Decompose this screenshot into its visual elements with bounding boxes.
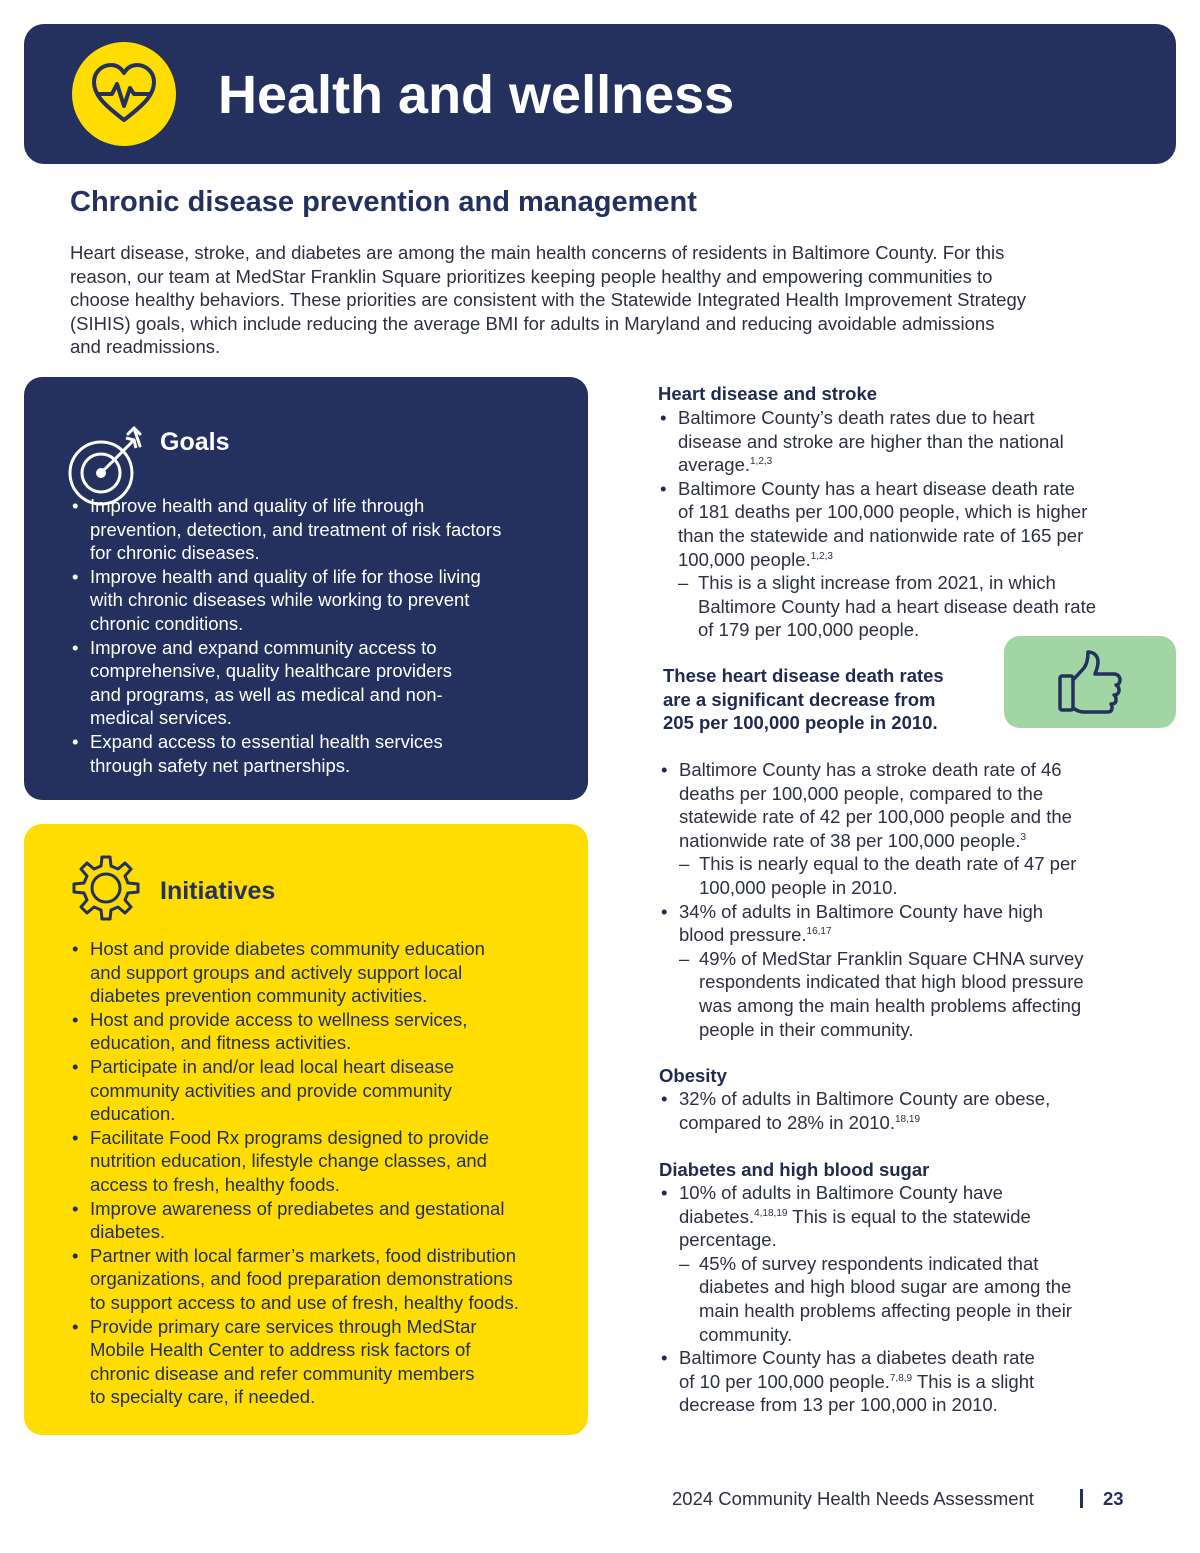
stroke-bullets [659, 758, 1084, 1041]
list-item-line: • Improve health and quality of life for those living [90, 565, 481, 587]
footnote-ref: 16,17 [806, 926, 832, 938]
obesity-heading: Obesity [659, 1065, 727, 1086]
list-item-line: • 10% of adults in Baltimore County have [679, 1182, 1003, 1203]
list-item [70, 1197, 519, 1244]
obesity-bullets [659, 1087, 1050, 1134]
text-run: blood pressure. [679, 924, 807, 946]
list-item-line [679, 1370, 1072, 1394]
list-item [70, 494, 501, 565]
list-item [70, 1055, 519, 1126]
list-item-line: percentage. [679, 1229, 777, 1251]
list-item-line: Mobile Health Center to address risk factors of [90, 1339, 471, 1361]
list-item-line [679, 923, 1084, 947]
gear-icon [68, 850, 144, 926]
list-item-line: diabetes. [90, 1221, 166, 1243]
list-item-line: and programs, as well as medical and non- [90, 683, 443, 705]
thumbs-up-icon [1054, 646, 1126, 718]
intro-line: (SIHIS) goals, which include reducing the average BMI for adults in Maryland and reducing avoidable admissions [70, 312, 995, 334]
sub-list-item [659, 1252, 1072, 1346]
diabetes-bullets [659, 1181, 1072, 1417]
list-item-line: • Provide primary care services through MedStar [90, 1315, 477, 1337]
list-item-line: with chronic diseases while working to prevent [90, 589, 470, 611]
list-item-line: diabetes prevention community activities. [90, 985, 428, 1007]
list-item [70, 1315, 519, 1409]
list-item-line: education, and fitness activities. [90, 1032, 352, 1054]
list-item-line: • Expand access to essential health services [90, 730, 443, 752]
list-item-line: • Partner with local farmer’s markets, food distribution [90, 1244, 517, 1266]
list-item-line: nutrition education, lifestyle change classes, and [90, 1150, 487, 1172]
list-item [70, 565, 501, 636]
diabetes-heading: Diabetes and high blood sugar [659, 1159, 930, 1180]
text-run: compared to 28% in 2010. [679, 1111, 895, 1133]
list-item-line: Baltimore County had a heart disease death rate [698, 595, 1096, 617]
list-item-line: organizations, and food preparation demonstrations [90, 1268, 513, 1290]
list-item-line: for chronic diseases. [90, 542, 260, 564]
list-item-line: respondents indicated that high blood pressure [699, 971, 1084, 993]
list-item-line: deaths per 100,000 people, compared to the [679, 782, 1044, 804]
sub-list-item [659, 852, 1084, 899]
list-item-line [679, 1205, 1072, 1229]
footnote-ref: 3 [1020, 831, 1027, 843]
list-item [659, 1346, 1072, 1417]
list-item-line [678, 548, 1096, 572]
callout-badge [1004, 636, 1176, 728]
list-item [70, 1244, 519, 1315]
list-item-line [679, 829, 1084, 853]
list-item-line: chronic conditions. [90, 612, 244, 634]
list-item-line: comprehensive, quality healthcare providers [90, 660, 452, 682]
list-item-line: education. [90, 1103, 176, 1125]
list-item-line: decrease from 13 per 100,000 in 2010. [679, 1394, 998, 1416]
initiatives-list [70, 937, 519, 1409]
list-item-line: and support groups and actively support local [90, 961, 463, 983]
callout-line: 205 per 100,000 people in 2010. [663, 712, 938, 734]
initiatives-title: Initiatives [160, 877, 276, 905]
list-item-line: 100,000 people in 2010. [699, 876, 898, 898]
heart-bullets [658, 406, 1096, 642]
text-run: diabetes. [679, 1205, 755, 1227]
text-run: 100,000 people. [678, 548, 811, 570]
goals-panel [24, 377, 588, 800]
list-item [659, 900, 1084, 947]
list-item-line: – This is nearly equal to the death rate of 47 per [699, 853, 1077, 875]
list-item-line: diabetes and high blood sugar are among the [699, 1276, 1072, 1298]
intro-line: Heart disease, stroke, and diabetes are among the main health concerns of residents in Baltimore County. For this [70, 242, 1005, 263]
list-item-line: chronic disease and refer community members [90, 1362, 475, 1384]
list-item-line: people in their community. [699, 1018, 914, 1040]
list-item [70, 636, 501, 730]
list-item-line: through safety net partnerships. [90, 754, 351, 776]
list-item-line: • Improve and expand community access to [90, 636, 437, 658]
list-item-line: community activities and provide community [90, 1079, 452, 1101]
initiatives-panel [24, 824, 588, 1435]
goals-list [70, 494, 501, 777]
footnote-ref: 1,2,3 [810, 550, 833, 562]
list-item [658, 477, 1096, 571]
list-item-line: community. [699, 1323, 793, 1345]
list-item [70, 1126, 519, 1197]
list-item-line: prevention, detection, and treatment of risk factors [90, 518, 502, 540]
sub-list-item [658, 571, 1096, 642]
footnote-ref: 18,19 [894, 1113, 921, 1125]
list-item-line: • Improve health and quality of life through [90, 495, 425, 516]
list-item-line [679, 1111, 1050, 1135]
sub-list-item [659, 947, 1084, 1041]
list-item-line: – 45% of survey respondents indicated that [699, 1252, 1039, 1274]
intro-paragraph [70, 241, 1140, 359]
list-item-line: main health problems affecting people in their [699, 1299, 1072, 1321]
heart-pulse-badge [72, 42, 176, 146]
heart-heading: Heart disease and stroke [658, 383, 878, 404]
list-item-line: of 179 per 100,000 people. [698, 619, 920, 641]
list-item [659, 758, 1084, 852]
list-item [659, 1087, 1050, 1134]
list-item-line: statewide rate of 42 per 100,000 people and the [679, 806, 1072, 828]
goals-title: Goals [160, 428, 230, 456]
list-item-line: • Baltimore County has a diabetes death rate [679, 1347, 1035, 1369]
list-item-line: • Baltimore County’s death rates due to heart [678, 407, 1035, 428]
text-run: of 10 per 100,000 people. [679, 1370, 890, 1392]
header-banner [24, 24, 1176, 164]
list-item [658, 406, 1096, 477]
list-item-line: – This is a slight increase from 2021, in which [698, 572, 1056, 594]
list-item-line: – 49% of MedStar Franklin Square CHNA survey [699, 947, 1084, 969]
text-run: average. [678, 454, 750, 476]
list-item-line: • Host and provide access to wellness services, [90, 1008, 468, 1030]
heart-pulse-icon [86, 56, 162, 132]
list-item-line: than the statewide and nationwide rate of 165 per [678, 524, 1084, 546]
list-item-line: medical services. [90, 707, 232, 729]
intro-line: reason, our team at MedStar Franklin Square prioritizes keeping people healthy and empowering communities to [70, 265, 993, 287]
list-item-line: • Improve awareness of prediabetes and gestational [90, 1197, 505, 1219]
list-item-line: • Baltimore County has a stroke death rate of 46 [679, 759, 1062, 780]
list-item-line: • 32% of adults in Baltimore County are obese, [679, 1088, 1051, 1109]
footnote-ref: 4,18,19 [754, 1207, 788, 1219]
section-title: Chronic disease prevention and management [70, 186, 697, 218]
list-item-line: access to fresh, healthy foods. [90, 1173, 340, 1195]
footer-text: 2024 Community Health Needs Assessment [672, 1488, 1034, 1509]
target-icon [68, 407, 168, 507]
callout-line: These heart disease death rates [663, 665, 944, 686]
callout-text [663, 664, 944, 735]
list-item-line: was among the main health problems affecting [699, 994, 1082, 1016]
list-item [70, 1008, 519, 1055]
list-item [70, 937, 519, 1008]
footnote-ref: 7,8,9 [889, 1372, 913, 1384]
list-item-line: • 34% of adults in Baltimore County have high [679, 900, 1044, 922]
footer-divider [1080, 1489, 1083, 1508]
page-number: 23 [1103, 1488, 1124, 1509]
text-run: This is equal to the statewide [787, 1205, 1031, 1227]
list-item-line [678, 453, 1096, 477]
callout-line: are a significant decrease from [663, 688, 936, 710]
text-run: nationwide rate of 38 per 100,000 people. [679, 829, 1021, 851]
list-item-line: to specialty care, if needed. [90, 1386, 316, 1408]
intro-line: choose healthy behaviors. These priorities are consistent with the Statewide Integrated Health Improvement Strategy [70, 289, 1027, 311]
list-item-line: • Baltimore County has a heart disease death rate [678, 477, 1075, 499]
list-item-line: of 181 deaths per 100,000 people, which is higher [678, 501, 1088, 523]
list-item-line: • Participate in and/or lead local heart disease [90, 1055, 455, 1077]
list-item-line: to support access to and use of fresh, healthy foods. [90, 1291, 519, 1313]
list-item [70, 730, 501, 777]
list-item-line: disease and stroke are higher than the national [678, 430, 1064, 452]
list-item [659, 1181, 1072, 1252]
footnote-ref: 1,2,3 [750, 456, 773, 468]
text-run: This is a slight [912, 1370, 1035, 1392]
intro-line: and readmissions. [70, 336, 221, 358]
list-item-line: • Host and provide diabetes community education [90, 938, 485, 959]
list-item-line: • Facilitate Food Rx programs designed to provide [90, 1126, 489, 1148]
page-title: Health and wellness [218, 65, 735, 125]
